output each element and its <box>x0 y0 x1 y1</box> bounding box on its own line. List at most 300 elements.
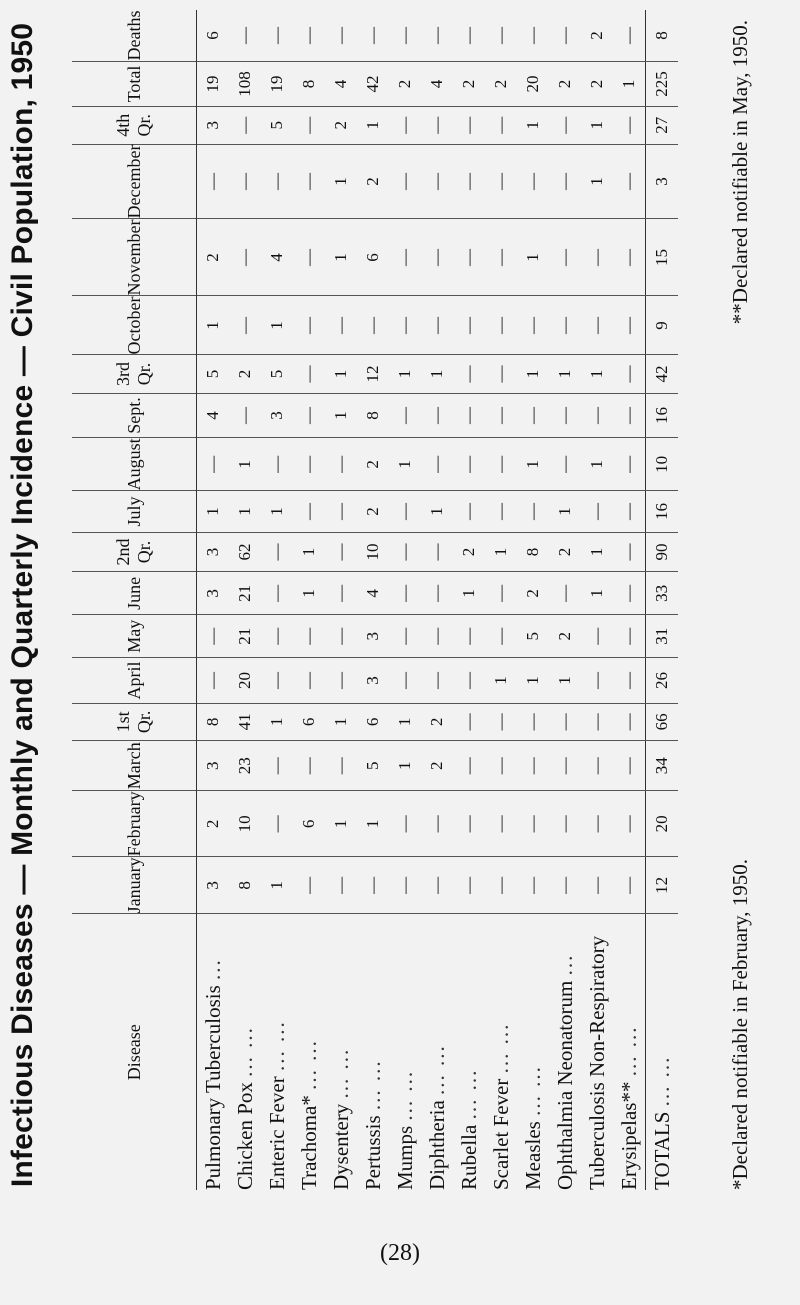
value-cell: — <box>261 532 293 572</box>
value-cell: — <box>325 532 357 572</box>
value-cell: — <box>261 10 293 62</box>
value-cell: 2 <box>549 532 581 572</box>
value-cell: 5 <box>261 355 293 393</box>
column-header: Deaths <box>72 10 197 62</box>
value-cell: — <box>293 741 325 791</box>
value-cell: — <box>485 703 517 740</box>
value-cell: 2 <box>325 106 357 144</box>
value-cell: 1 <box>357 791 389 857</box>
value-cell: 8 <box>293 62 325 107</box>
value-cell: — <box>613 10 646 62</box>
value-cell: 6 <box>357 219 389 296</box>
value-cell: — <box>197 615 230 658</box>
value-cell: — <box>421 219 453 296</box>
value-cell: 12 <box>357 355 389 393</box>
table-row <box>549 10 581 1190</box>
value-cell: — <box>485 791 517 857</box>
disease-cell <box>229 914 261 1190</box>
value-cell: — <box>613 741 646 791</box>
value-cell: — <box>613 703 646 740</box>
column-header: August <box>72 438 197 491</box>
value-cell: 1 <box>325 355 357 393</box>
value-cell: — <box>389 219 421 296</box>
value-cell: — <box>453 393 485 438</box>
value-cell: 1 <box>517 355 549 393</box>
value-cell: 9 <box>646 296 679 355</box>
table-row <box>229 10 261 1190</box>
value-cell: 3 <box>197 572 230 615</box>
value-cell: 34 <box>646 741 679 791</box>
value-cell: 5 <box>517 615 549 658</box>
leader-dots: ... ... <box>360 1059 385 1111</box>
value-cell: — <box>261 791 293 857</box>
column-header: April <box>72 658 197 704</box>
value-cell: — <box>293 438 325 491</box>
value-cell: — <box>389 658 421 704</box>
value-cell: 1 <box>357 106 389 144</box>
value-cell: 2 <box>357 144 389 219</box>
column-header: October <box>72 296 197 355</box>
value-cell: 20 <box>517 62 549 107</box>
table-row <box>197 10 230 1190</box>
value-cell: 66 <box>646 703 679 740</box>
value-cell: — <box>453 438 485 491</box>
value-cell: 2 <box>389 62 421 107</box>
value-cell: 8 <box>229 857 261 914</box>
value-cell: 21 <box>229 615 261 658</box>
value-cell: — <box>389 857 421 914</box>
value-cell: 2 <box>357 438 389 491</box>
value-cell: — <box>453 296 485 355</box>
leader-dots: ... ... <box>232 1026 257 1077</box>
table-row <box>293 10 325 1190</box>
leader-dots: ... <box>200 958 225 980</box>
value-cell: 1 <box>229 438 261 491</box>
value-cell: 1 <box>581 572 613 615</box>
disease-cell <box>421 914 453 1190</box>
value-cell: — <box>325 296 357 355</box>
value-cell: — <box>485 144 517 219</box>
value-cell: — <box>197 658 230 704</box>
value-cell: — <box>453 355 485 393</box>
value-cell: — <box>517 393 549 438</box>
value-cell: 5 <box>357 741 389 791</box>
value-cell: — <box>421 144 453 219</box>
value-cell: — <box>613 393 646 438</box>
value-cell: 3 <box>357 658 389 704</box>
value-cell: 2 <box>485 62 517 107</box>
value-cell: — <box>261 572 293 615</box>
value-cell: — <box>453 106 485 144</box>
table-row <box>325 10 357 1190</box>
value-cell: 5 <box>261 106 293 144</box>
value-cell: — <box>325 572 357 615</box>
column-header: Total <box>72 62 197 107</box>
value-cell: 10 <box>646 438 679 491</box>
value-cell: 1 <box>261 703 293 740</box>
disease-name: Erysipelas** <box>616 1081 641 1190</box>
value-cell: — <box>325 658 357 704</box>
value-cell: — <box>549 703 581 740</box>
value-cell: — <box>485 10 517 62</box>
value-cell: — <box>229 393 261 438</box>
value-cell: 20 <box>646 791 679 857</box>
disease-name: Diphtheria <box>424 1100 449 1190</box>
value-cell: 1 <box>613 62 646 107</box>
value-cell: — <box>613 532 646 572</box>
disease-cell <box>549 914 581 1190</box>
value-cell: — <box>293 615 325 658</box>
value-cell: 10 <box>229 791 261 857</box>
value-cell: — <box>293 355 325 393</box>
leader-dots: ... <box>552 953 577 976</box>
disease-name: Ophthalmia Neonatorum <box>552 980 577 1190</box>
value-cell: — <box>453 219 485 296</box>
value-cell: 2 <box>453 62 485 107</box>
value-cell: 2 <box>197 791 230 857</box>
table-row <box>389 10 421 1190</box>
value-cell: — <box>453 703 485 740</box>
value-cell: — <box>549 393 581 438</box>
value-cell: 3 <box>197 741 230 791</box>
value-cell: — <box>517 791 549 857</box>
column-header: June <box>72 572 197 615</box>
value-cell: 1 <box>581 144 613 219</box>
value-cell: 31 <box>646 615 679 658</box>
value-cell: 2 <box>421 741 453 791</box>
value-cell: — <box>453 658 485 704</box>
table-row <box>517 10 549 1190</box>
value-cell: — <box>485 491 517 532</box>
footnotes <box>728 20 753 1190</box>
value-cell: — <box>453 10 485 62</box>
value-cell: 2 <box>229 355 261 393</box>
value-cell: 2 <box>549 62 581 107</box>
value-cell: 1 <box>325 144 357 219</box>
value-cell: — <box>613 491 646 532</box>
value-cell: 1 <box>229 491 261 532</box>
value-cell: — <box>613 572 646 615</box>
disease-cell <box>357 914 389 1190</box>
value-cell: — <box>229 144 261 219</box>
value-cell: 1 <box>549 491 581 532</box>
value-cell: — <box>549 144 581 219</box>
value-cell: — <box>325 741 357 791</box>
value-cell: — <box>485 393 517 438</box>
value-cell: — <box>421 857 453 914</box>
value-cell: — <box>613 857 646 914</box>
value-cell: — <box>389 572 421 615</box>
value-cell: 16 <box>646 491 679 532</box>
value-cell: 1 <box>197 296 230 355</box>
value-cell: 1 <box>517 438 549 491</box>
value-cell: 1 <box>581 532 613 572</box>
value-cell: — <box>261 615 293 658</box>
value-cell: — <box>421 791 453 857</box>
value-cell: 1 <box>485 658 517 704</box>
value-cell: 3 <box>197 106 230 144</box>
value-cell: 16 <box>646 393 679 438</box>
value-cell: — <box>293 144 325 219</box>
value-cell: 2 <box>357 491 389 532</box>
value-cell: 6 <box>197 10 230 62</box>
leader-dots: ... ... <box>616 1025 641 1077</box>
footnote-trachoma: *Declared notifiable in February, 1950. <box>728 858 752 1190</box>
column-header: 2nd Qr. <box>72 532 197 572</box>
value-cell: — <box>517 857 549 914</box>
value-cell: — <box>421 106 453 144</box>
value-cell: — <box>389 615 421 658</box>
value-cell: — <box>549 438 581 491</box>
value-cell: — <box>581 491 613 532</box>
column-header: January <box>72 857 197 914</box>
value-cell: 8 <box>357 393 389 438</box>
value-cell: — <box>293 857 325 914</box>
table-row <box>261 10 293 1190</box>
value-cell: 41 <box>229 703 261 740</box>
value-cell: 4 <box>357 572 389 615</box>
disease-name: Pulmonary Tuberculosis <box>200 985 225 1190</box>
table-row <box>485 10 517 1190</box>
rotated-page <box>0 10 800 1210</box>
value-cell: — <box>581 658 613 704</box>
value-cell: 1 <box>421 491 453 532</box>
value-cell: 2 <box>421 703 453 740</box>
value-cell: 62 <box>229 532 261 572</box>
disease-name: Dysentery <box>328 1103 353 1190</box>
value-cell: — <box>293 106 325 144</box>
value-cell: 23 <box>229 741 261 791</box>
value-cell: 1 <box>581 355 613 393</box>
value-cell: 2 <box>517 572 549 615</box>
value-cell: — <box>357 296 389 355</box>
value-cell: — <box>485 355 517 393</box>
table-row <box>421 10 453 1190</box>
value-cell: 225 <box>646 62 679 107</box>
disease-cell <box>325 914 357 1190</box>
value-cell: — <box>421 615 453 658</box>
value-cell: — <box>325 10 357 62</box>
value-cell: — <box>549 10 581 62</box>
value-cell: 3 <box>197 857 230 914</box>
value-cell: — <box>421 10 453 62</box>
value-cell: 1 <box>485 532 517 572</box>
value-cell: 26 <box>646 658 679 704</box>
column-header: 4th Qr. <box>72 106 197 144</box>
value-cell: 1 <box>325 703 357 740</box>
value-cell: 6 <box>293 791 325 857</box>
value-cell: — <box>613 791 646 857</box>
value-cell: — <box>389 532 421 572</box>
value-cell: 19 <box>197 62 230 107</box>
leader-dots: ... ... <box>296 1039 321 1090</box>
value-cell: 1 <box>293 532 325 572</box>
value-cell: 10 <box>357 532 389 572</box>
value-cell: — <box>389 106 421 144</box>
value-cell: — <box>485 572 517 615</box>
disease-cell <box>646 914 679 1190</box>
value-cell: — <box>517 491 549 532</box>
value-cell: — <box>453 615 485 658</box>
value-cell: — <box>453 144 485 219</box>
disease-name: Measles <box>520 1121 545 1190</box>
disease-cell <box>261 914 293 1190</box>
disease-cell <box>613 914 646 1190</box>
value-cell: — <box>293 393 325 438</box>
value-cell: — <box>581 296 613 355</box>
value-cell: — <box>613 219 646 296</box>
value-cell: — <box>389 791 421 857</box>
value-cell: 1 <box>325 219 357 296</box>
value-cell: 6 <box>293 703 325 740</box>
value-cell: — <box>549 857 581 914</box>
column-header: March <box>72 741 197 791</box>
value-cell: 5 <box>197 355 230 393</box>
value-cell: 2 <box>581 62 613 107</box>
value-cell: 1 <box>389 438 421 491</box>
value-cell: — <box>517 703 549 740</box>
value-cell: — <box>261 741 293 791</box>
value-cell: 8 <box>197 703 230 740</box>
header-disease: Disease <box>72 914 197 1190</box>
value-cell: 1 <box>389 355 421 393</box>
value-cell: — <box>421 532 453 572</box>
totals-row <box>646 10 679 1190</box>
leader-dots: ... ... <box>424 1044 449 1095</box>
page-title: Infectious Diseases — Monthly and Quarterly Incidence — Civil Population, 1950 <box>6 22 39 1188</box>
leader-dots: ... ... <box>649 1055 674 1107</box>
value-cell: — <box>613 658 646 704</box>
leader-dots: ... ... <box>456 1068 481 1120</box>
disease-cell <box>517 914 549 1190</box>
value-cell: — <box>325 857 357 914</box>
value-cell: 1 <box>517 219 549 296</box>
value-cell: 4 <box>325 62 357 107</box>
disease-cell <box>485 914 517 1190</box>
value-cell: 1 <box>261 857 293 914</box>
table-row <box>581 10 613 1190</box>
column-header: November <box>72 219 197 296</box>
value-cell: — <box>357 10 389 62</box>
value-cell: 2 <box>197 219 230 296</box>
disease-cell <box>197 914 230 1190</box>
value-cell: — <box>389 491 421 532</box>
value-cell: — <box>325 615 357 658</box>
value-cell: 4 <box>261 219 293 296</box>
value-cell: 1 <box>581 106 613 144</box>
value-cell: — <box>581 219 613 296</box>
value-cell: 19 <box>261 62 293 107</box>
value-cell: 1 <box>421 355 453 393</box>
value-cell: — <box>581 791 613 857</box>
value-cell: 21 <box>229 572 261 615</box>
value-cell: 1 <box>581 438 613 491</box>
value-cell: — <box>293 491 325 532</box>
value-cell: — <box>325 438 357 491</box>
column-header: May <box>72 615 197 658</box>
value-cell: 1 <box>293 572 325 615</box>
value-cell: — <box>581 703 613 740</box>
column-header: 1st Qr. <box>72 703 197 740</box>
value-cell: 4 <box>197 393 230 438</box>
value-cell: 108 <box>229 62 261 107</box>
value-cell: 1 <box>517 106 549 144</box>
value-cell: — <box>549 296 581 355</box>
value-cell: 2 <box>453 532 485 572</box>
value-cell: — <box>549 741 581 791</box>
value-cell: — <box>485 741 517 791</box>
value-cell: — <box>261 438 293 491</box>
disease-cell <box>453 914 485 1190</box>
value-cell: — <box>549 219 581 296</box>
value-cell: — <box>517 10 549 62</box>
disease-name: Chicken Pox <box>232 1082 257 1190</box>
disease-name: TOTALS <box>649 1111 674 1190</box>
value-cell: 8 <box>517 532 549 572</box>
value-cell: — <box>389 144 421 219</box>
disease-name: Scarlet Fever <box>488 1078 513 1190</box>
column-header: February <box>72 791 197 857</box>
column-header: July <box>72 491 197 532</box>
column-header: Sept. <box>72 393 197 438</box>
value-cell: 42 <box>357 62 389 107</box>
disease-name: Pertussis <box>360 1115 385 1190</box>
value-cell: — <box>197 438 230 491</box>
value-cell: 1 <box>453 572 485 615</box>
value-cell: — <box>389 296 421 355</box>
value-cell: — <box>613 106 646 144</box>
value-cell: 1 <box>197 491 230 532</box>
value-cell: — <box>485 296 517 355</box>
disease-name: Mumps <box>392 1125 417 1190</box>
value-cell: 4 <box>421 62 453 107</box>
value-cell: — <box>517 741 549 791</box>
value-cell: — <box>389 10 421 62</box>
value-cell: — <box>613 144 646 219</box>
incidence-table <box>72 10 678 1190</box>
column-header: 3rd Qr. <box>72 355 197 393</box>
column-header: December <box>72 144 197 219</box>
value-cell: — <box>293 10 325 62</box>
value-cell: 1 <box>549 658 581 704</box>
value-cell: — <box>421 393 453 438</box>
value-cell: — <box>421 572 453 615</box>
disease-cell <box>293 914 325 1190</box>
value-cell: — <box>517 144 549 219</box>
value-cell: — <box>485 615 517 658</box>
value-cell: 3 <box>197 532 230 572</box>
value-cell: — <box>485 857 517 914</box>
value-cell: 90 <box>646 532 679 572</box>
leader-dots: ... ... <box>520 1065 545 1116</box>
value-cell: — <box>581 615 613 658</box>
value-cell: — <box>613 355 646 393</box>
page-number: (28) <box>380 1240 420 1266</box>
value-cell: — <box>453 791 485 857</box>
value-cell: — <box>293 296 325 355</box>
value-cell: 1 <box>325 393 357 438</box>
value-cell: 1 <box>389 703 421 740</box>
disease-name: Trachoma* <box>296 1095 321 1190</box>
value-cell: — <box>613 296 646 355</box>
value-cell: 3 <box>261 393 293 438</box>
value-cell: 3 <box>357 615 389 658</box>
value-cell: 1 <box>549 355 581 393</box>
disease-name: Enteric Fever <box>264 1076 289 1190</box>
value-cell: — <box>389 393 421 438</box>
value-cell: 33 <box>646 572 679 615</box>
disease-cell <box>581 914 613 1190</box>
